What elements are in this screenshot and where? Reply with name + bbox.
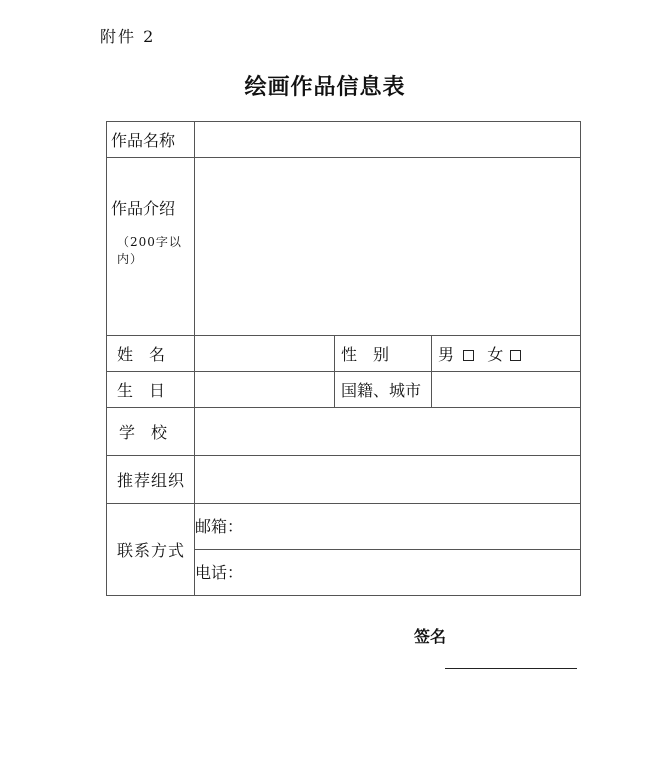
attachment-label: 附件 2 [100,27,156,46]
org-label: 推荐组织 [117,471,186,490]
email-label: 邮箱： [195,517,244,536]
contact-label-cell [107,504,195,596]
name-label-cell [107,336,195,372]
contact-label: 联系方式 [117,541,186,560]
school-label-cell [107,408,195,456]
birth-field[interactable] [195,372,335,408]
nationality-field[interactable] [432,372,581,408]
phone-field[interactable] [195,550,581,596]
gender-label: 性 别 [341,345,390,364]
gender-options [432,336,581,372]
work-intro-note: （200字以内） [117,235,182,266]
work-intro-label-cell [107,158,195,336]
gender-female-checkbox[interactable] [510,350,521,361]
gender-male-label: 男 [438,345,455,364]
signature-line[interactable] [445,668,577,669]
info-form-table [106,121,581,596]
school-field[interactable] [195,408,581,456]
nationality-label-cell [335,372,432,408]
school-label: 学 校 [119,423,168,442]
phone-label: 电话： [195,563,244,582]
work-name-label-cell [107,122,195,158]
org-field[interactable] [195,456,581,504]
name-field[interactable] [195,336,335,372]
work-intro-field[interactable] [195,158,581,336]
name-label: 姓 名 [117,345,166,364]
nationality-label: 国籍、城市 [341,381,422,400]
work-intro-label: 作品介绍 [111,199,176,218]
page-title: 绘画作品信息表 [244,75,406,100]
gender-label-cell [335,336,432,372]
birth-label-cell [107,372,195,408]
work-name-label: 作品名称 [111,131,176,150]
email-field[interactable] [195,504,581,550]
org-label-cell [107,456,195,504]
work-name-field[interactable] [195,122,581,158]
signature-label: 签名 [414,627,447,646]
gender-male-checkbox[interactable] [463,350,474,361]
gender-female-label: 女 [487,345,504,364]
birth-label: 生 日 [117,381,166,400]
